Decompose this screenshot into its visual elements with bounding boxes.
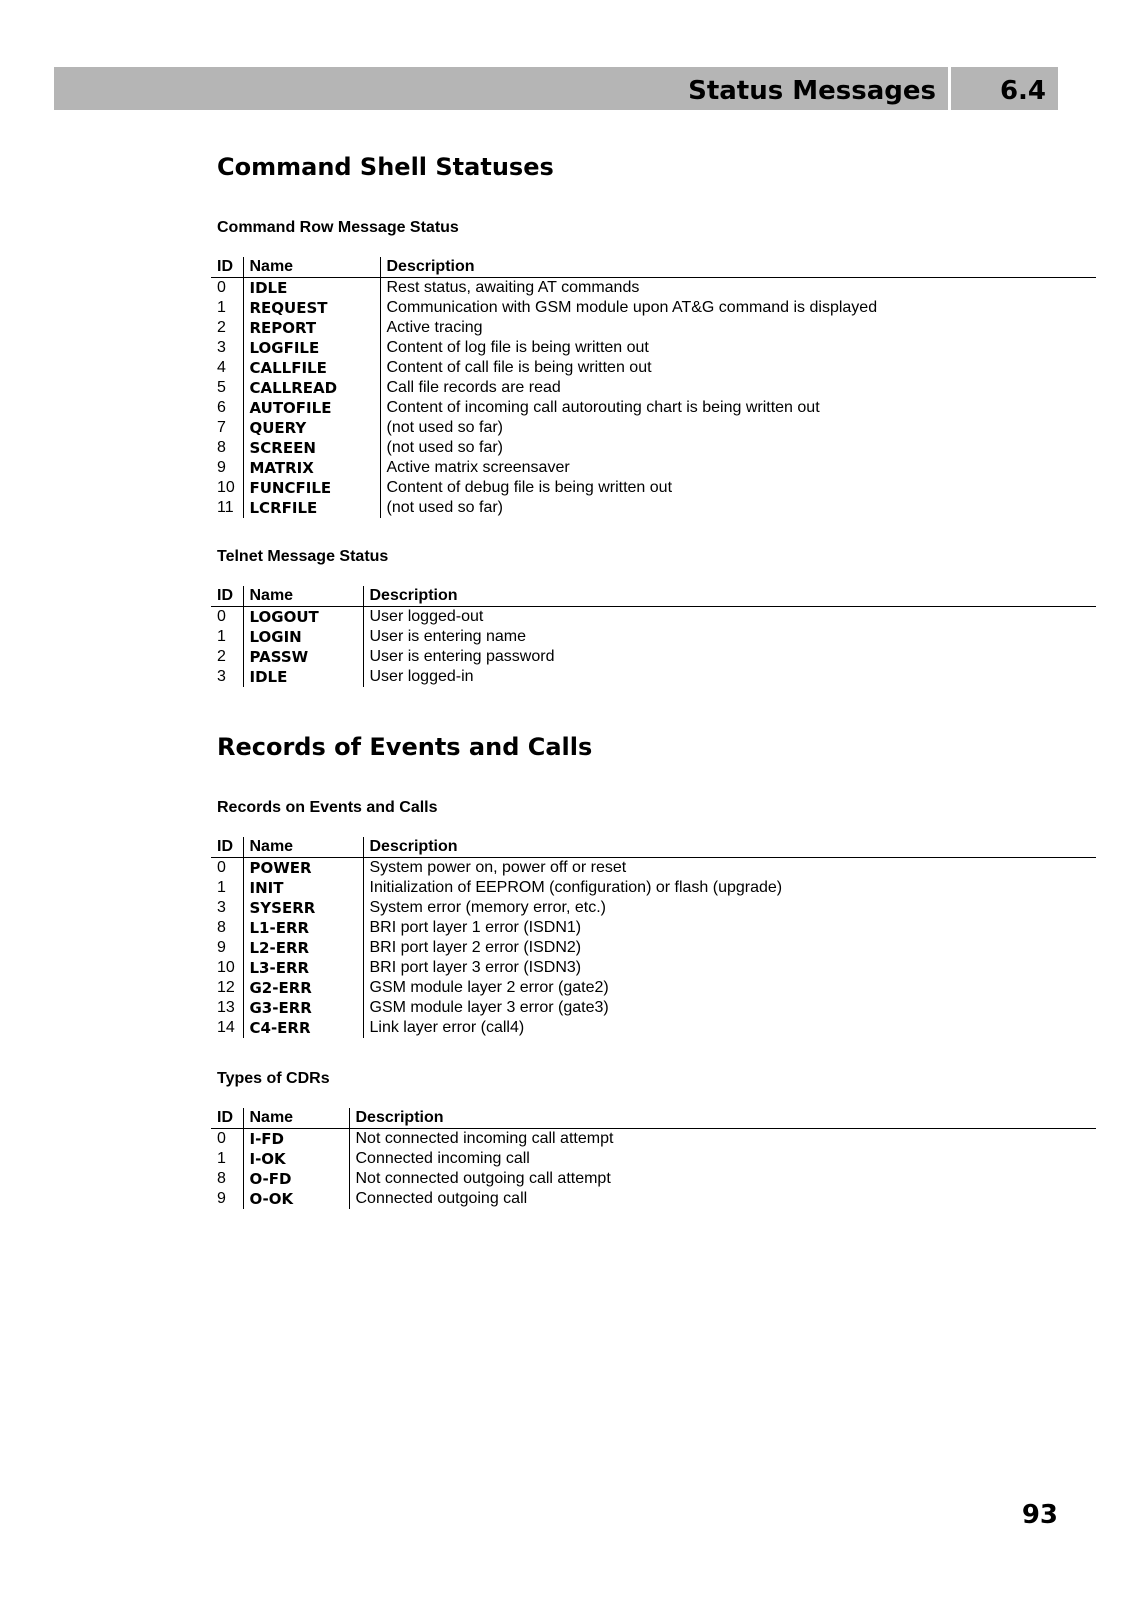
row-id: 11 xyxy=(217,499,234,516)
row-id: 6 xyxy=(217,399,226,416)
cdr-types-table xyxy=(211,1108,1096,1209)
row-description: BRI port layer 3 error (ISDN3) xyxy=(363,958,1096,978)
row-description: Link layer error (call4) xyxy=(363,1018,1096,1038)
row-description: Active matrix screensaver xyxy=(380,458,1096,478)
row-description: Connected incoming call xyxy=(349,1149,1096,1169)
table-row xyxy=(211,978,1096,998)
row-id: 10 xyxy=(217,959,235,976)
column-header-name: Name xyxy=(243,837,363,858)
row-description: Call file records are read xyxy=(380,378,1096,398)
table-row xyxy=(211,1169,1096,1189)
row-name: SYSERR xyxy=(243,898,363,918)
row-description: Content of log file is being written out xyxy=(380,338,1096,358)
table-row xyxy=(211,898,1096,918)
row-description: Communication with GSM module upon AT&G command is displayed xyxy=(380,298,1096,318)
row-description: User logged-in xyxy=(363,667,1096,687)
row-name: POWER xyxy=(243,858,363,879)
column-header-description: Description xyxy=(363,837,1096,858)
table-row xyxy=(211,338,1096,358)
column-header-description: Description xyxy=(380,257,1096,278)
row-name: L2-ERR xyxy=(243,938,363,958)
row-description: User is entering password xyxy=(363,647,1096,667)
row-id: 9 xyxy=(217,939,226,956)
row-id: 9 xyxy=(217,459,226,476)
telnet-table xyxy=(211,586,1096,687)
row-id: 13 xyxy=(217,999,235,1016)
row-id: 1 xyxy=(217,299,226,316)
row-id: 8 xyxy=(217,439,226,456)
table-row xyxy=(211,938,1096,958)
row-id: 12 xyxy=(217,979,235,996)
row-id: 2 xyxy=(217,648,226,665)
table-title-telnet: Telnet Message Status xyxy=(217,548,389,565)
table-row xyxy=(211,1149,1096,1169)
table-title-command-row: Command Row Message Status xyxy=(217,219,459,236)
page-header xyxy=(54,67,1058,110)
table-title-cdr-types: Types of CDRs xyxy=(217,1070,330,1087)
row-id: 8 xyxy=(217,919,226,936)
row-description: BRI port layer 2 error (ISDN2) xyxy=(363,938,1096,958)
row-name: G3-ERR xyxy=(243,998,363,1018)
row-name: IDLE xyxy=(243,278,380,299)
column-header-id: ID xyxy=(211,837,243,858)
row-description: (not used so far) xyxy=(380,418,1096,438)
row-id: 8 xyxy=(217,1170,226,1187)
row-id: 5 xyxy=(217,379,226,396)
table-header-row xyxy=(211,257,1096,278)
row-name: L1-ERR xyxy=(243,918,363,938)
row-name: SCREEN xyxy=(243,438,380,458)
table-header-row xyxy=(211,1108,1096,1129)
table-row xyxy=(211,607,1096,628)
row-id: 0 xyxy=(217,859,226,876)
table-row xyxy=(211,627,1096,647)
row-description: System power on, power off or reset xyxy=(363,858,1096,879)
row-name: LOGOUT xyxy=(243,607,363,628)
row-id: 3 xyxy=(217,339,226,356)
row-description: Initialization of EEPROM (configuration) or flash (upgrade) xyxy=(363,878,1096,898)
section-title-command-shell: Command Shell Statuses xyxy=(217,153,554,181)
row-name: G2-ERR xyxy=(243,978,363,998)
table-header-row xyxy=(211,837,1096,858)
row-description: User logged-out xyxy=(363,607,1096,628)
row-description: Not connected outgoing call attempt xyxy=(349,1169,1096,1189)
column-header-description: Description xyxy=(363,586,1096,607)
section-title-records: Records of Events and Calls xyxy=(217,733,593,761)
row-id: 0 xyxy=(217,1130,226,1147)
row-name: I-FD xyxy=(243,1129,349,1150)
table-row xyxy=(211,647,1096,667)
row-id: 2 xyxy=(217,319,226,336)
page-number: 93 xyxy=(1021,1500,1058,1530)
table-header-row xyxy=(211,586,1096,607)
table-row xyxy=(211,667,1096,687)
row-name: CALLREAD xyxy=(243,378,380,398)
row-name: FUNCFILE xyxy=(243,478,380,498)
row-description: System error (memory error, etc.) xyxy=(363,898,1096,918)
row-name: IDLE xyxy=(243,667,363,687)
column-header-name: Name xyxy=(243,1108,349,1129)
row-id: 7 xyxy=(217,419,226,436)
row-name: O-OK xyxy=(243,1189,349,1209)
command-row-table xyxy=(211,257,1096,518)
table-row xyxy=(211,458,1096,478)
header-title: Status Messages xyxy=(688,76,936,106)
row-name: LOGIN xyxy=(243,627,363,647)
row-name: CALLFILE xyxy=(243,358,380,378)
row-id: 3 xyxy=(217,668,226,685)
table-row xyxy=(211,318,1096,338)
row-id: 9 xyxy=(217,1190,226,1207)
table-row xyxy=(211,418,1096,438)
table-row xyxy=(211,1189,1096,1209)
row-description: BRI port layer 1 error (ISDN1) xyxy=(363,918,1096,938)
header-section-number: 6.4 xyxy=(999,76,1046,106)
row-description: (not used so far) xyxy=(380,498,1096,518)
row-name: C4-ERR xyxy=(243,1018,363,1038)
row-description: GSM module layer 2 error (gate2) xyxy=(363,978,1096,998)
row-id: 14 xyxy=(217,1019,235,1036)
row-name: QUERY xyxy=(243,418,380,438)
row-name: REQUEST xyxy=(243,298,380,318)
table-row xyxy=(211,1018,1096,1038)
row-name: L3-ERR xyxy=(243,958,363,978)
table-row xyxy=(211,918,1096,938)
row-description: GSM module layer 3 error (gate3) xyxy=(363,998,1096,1018)
row-description: Connected outgoing call xyxy=(349,1189,1096,1209)
row-name: PASSW xyxy=(243,647,363,667)
row-description: Not connected incoming call attempt xyxy=(349,1129,1096,1150)
table-row xyxy=(211,298,1096,318)
row-name: MATRIX xyxy=(243,458,380,478)
row-id: 1 xyxy=(217,1150,226,1167)
row-description: Rest status, awaiting AT commands xyxy=(380,278,1096,299)
row-id: 3 xyxy=(217,899,226,916)
column-header-description: Description xyxy=(349,1108,1096,1129)
row-id: 0 xyxy=(217,608,226,625)
table-row xyxy=(211,1129,1096,1150)
table-row xyxy=(211,398,1096,418)
column-header-name: Name xyxy=(243,257,380,278)
row-description: Content of incoming call autorouting chart is being written out xyxy=(380,398,1096,418)
row-id: 0 xyxy=(217,279,226,296)
table-row xyxy=(211,378,1096,398)
table-row xyxy=(211,958,1096,978)
row-name: LOGFILE xyxy=(243,338,380,358)
row-name: I-OK xyxy=(243,1149,349,1169)
row-description: (not used so far) xyxy=(380,438,1096,458)
column-header-id: ID xyxy=(211,1108,243,1129)
row-name: O-FD xyxy=(243,1169,349,1189)
row-description: Content of debug file is being written out xyxy=(380,478,1096,498)
row-id: 1 xyxy=(217,628,226,645)
row-name: AUTOFILE xyxy=(243,398,380,418)
row-id: 10 xyxy=(217,479,235,496)
table-title-records: Records on Events and Calls xyxy=(217,799,438,816)
column-header-id: ID xyxy=(211,586,243,607)
header-divider xyxy=(948,67,951,110)
table-row xyxy=(211,858,1096,879)
table-row xyxy=(211,498,1096,518)
row-description: User is entering name xyxy=(363,627,1096,647)
row-name: INIT xyxy=(243,878,363,898)
table-row xyxy=(211,278,1096,299)
records-table xyxy=(211,837,1096,1038)
row-id: 4 xyxy=(217,359,226,376)
row-id: 1 xyxy=(217,879,226,896)
table-row xyxy=(211,358,1096,378)
row-description: Active tracing xyxy=(380,318,1096,338)
row-name: LCRFILE xyxy=(243,498,380,518)
table-row xyxy=(211,998,1096,1018)
table-row xyxy=(211,438,1096,458)
row-name: REPORT xyxy=(243,318,380,338)
row-description: Content of call file is being written out xyxy=(380,358,1096,378)
column-header-name: Name xyxy=(243,586,363,607)
table-row xyxy=(211,478,1096,498)
table-row xyxy=(211,878,1096,898)
column-header-id: ID xyxy=(211,257,243,278)
